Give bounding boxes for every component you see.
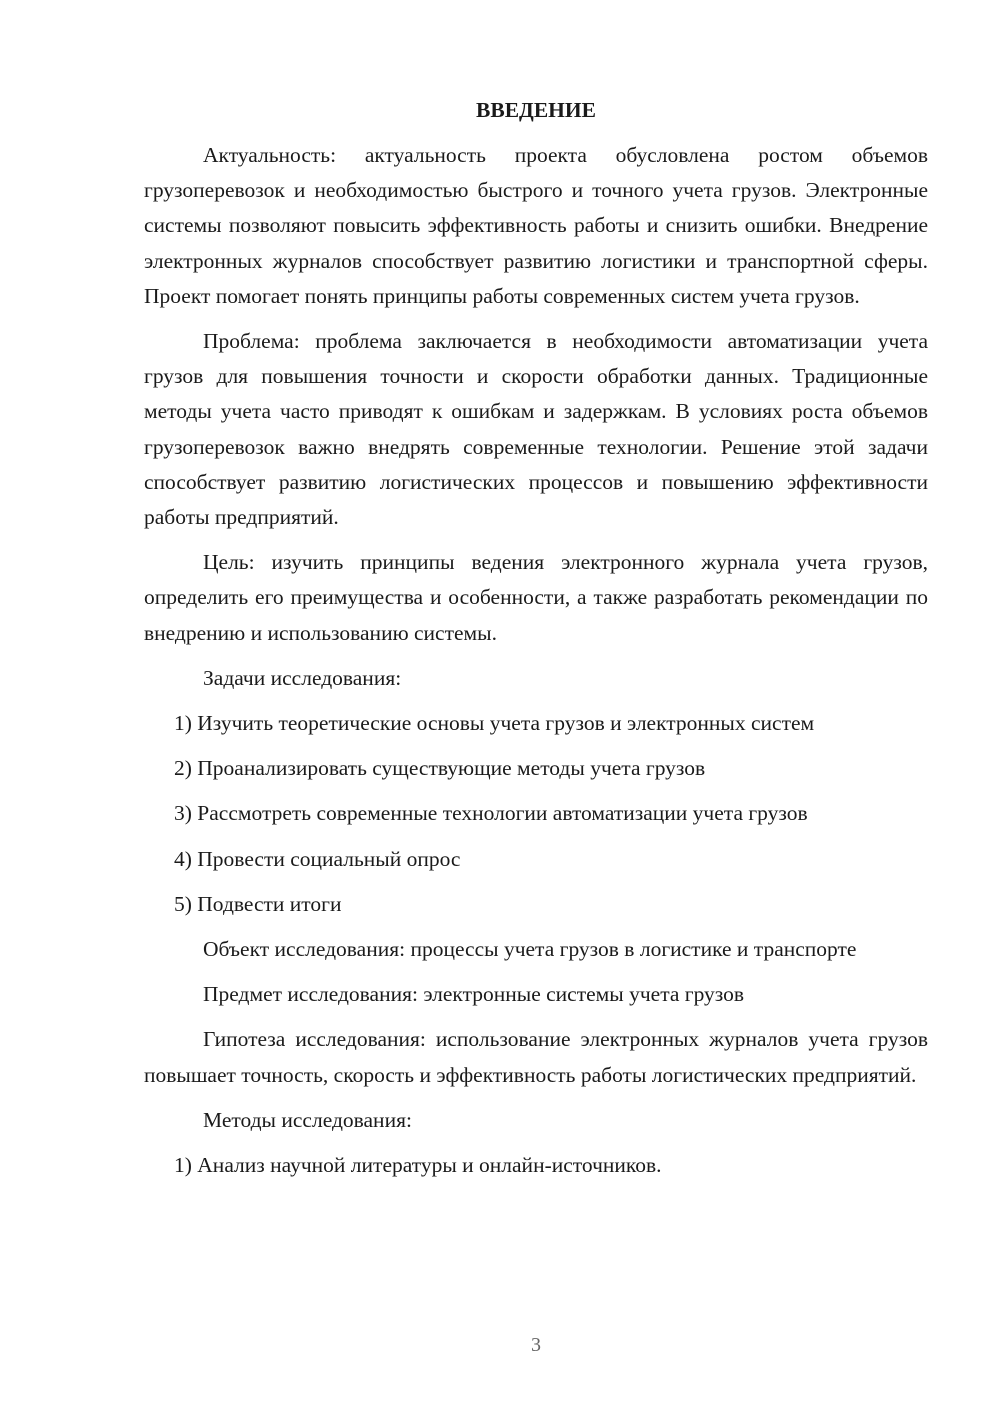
paragraph-relevance: Актуальность: актуальность проекта обусловлена ростом объемов грузоперевозок и необходимостью быстрого и точного учета грузов. Электронные системы позволяют повысить эффективность работы и снизить ошибки. Внедрение электронных журналов способствует развитию логистики и транспортной сферы. Проект помогает понять принципы работы современных систем учета грузов. <box>144 143 928 308</box>
list-item-task-3: 3) Рассмотреть современные технологии автоматизации учета грузов <box>174 801 808 826</box>
list-item-task-4: 4) Провести социальный опрос <box>174 846 461 871</box>
paragraph-object: Объект исследования: процессы учета грузов в логистике и транспорте <box>203 937 857 962</box>
paragraph-methods-title: Методы исследования: <box>203 1107 412 1132</box>
list-item-task-2: 2) Проанализировать существующие методы учета грузов <box>174 756 706 781</box>
list-item-task-1: 1) Изучить теоретические основы учета грузов и электронных систем <box>174 711 815 736</box>
page-number: 3 <box>531 1334 541 1356</box>
section-heading: ВВЕДЕНИЕ <box>476 98 596 122</box>
list-item-method-1: 1) Анализ научной литературы и онлайн-источников. <box>174 1153 662 1178</box>
page-content <box>144 94 928 1193</box>
paragraph-hypothesis: Гипотеза исследования: использование электронных журналов учета грузов повышает точность, скорость и эффективность работы логистических предприятий. <box>144 1027 928 1087</box>
paragraph-goal: Цель: изучить принципы ведения электронного журнала учета грузов, определить его преимущества и особенности, а также разработать рекомендации по внедрению и использованию системы. <box>144 550 928 645</box>
paragraph-tasks-title: Задачи исследования: <box>203 665 402 690</box>
list-item-task-5: 5) Подвести итоги <box>174 891 342 916</box>
paragraph-problem: Проблема: проблема заключается в необходимости автоматизации учета грузов для повышения точности и скорости обработки данных. Традиционные методы учета часто приводят к ошибкам и задержкам. В условиях роста объемов грузоперевозок важно внедрять современные технологии. Решение этой задачи способствует развитию логистических процессов и повышению эффективности работы предприятий. <box>144 329 928 530</box>
paragraph-subject: Предмет исследования: электронные системы учета грузов <box>203 982 745 1007</box>
